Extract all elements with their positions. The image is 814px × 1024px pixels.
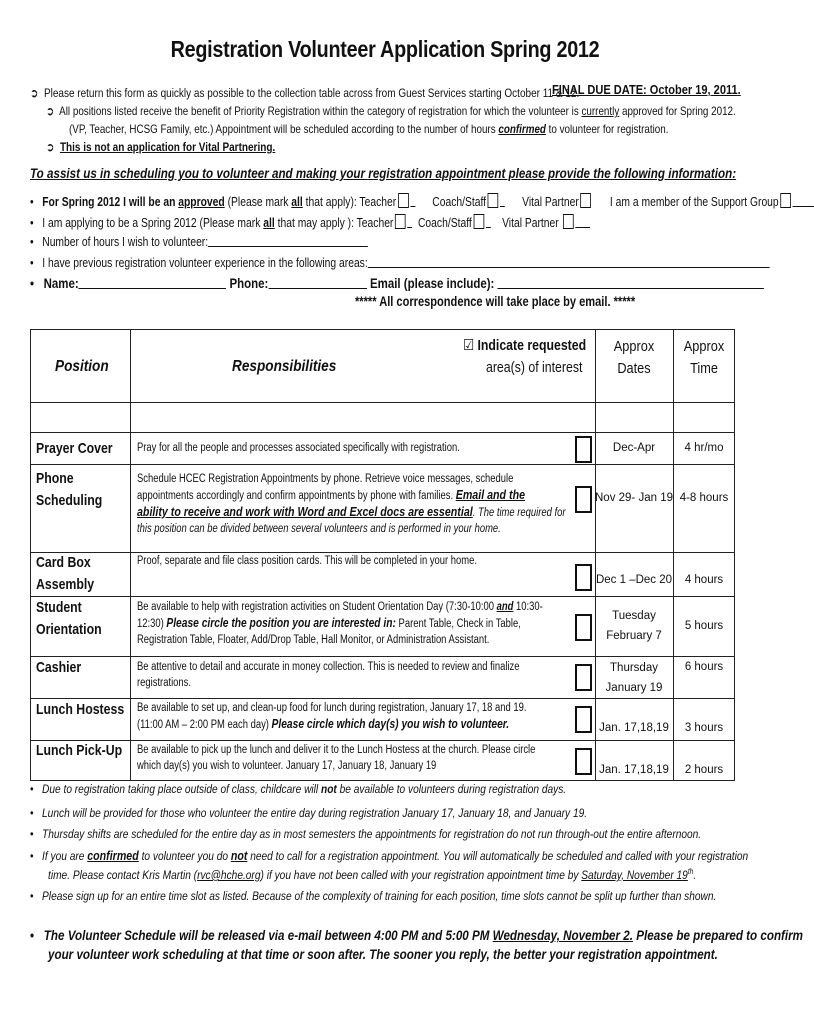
approx-time: 3 hours xyxy=(684,722,724,734)
approx-time: 4 hr/mo xyxy=(684,442,724,454)
vital-partner-approved-checkbox[interactable] xyxy=(580,193,591,208)
interest-checkbox[interactable] xyxy=(575,436,592,463)
contact-email-link[interactable]: rvc@hche.org xyxy=(197,868,261,883)
approx-dates: Dec-Apr xyxy=(612,442,656,454)
intro-line-2: ➲ All positions listed receive the benefit of Priority Registration within the category of registration for which the volunteer is currently approved for Spring 2012. xyxy=(46,104,736,118)
approx-dates: Nov 29- Jan 19 xyxy=(595,492,673,504)
interest-checkbox[interactable] xyxy=(575,486,592,513)
note-time-slot: • Please sign up for an entire time slot as listed. Because of the complexity of training for each position, time slots cannot be split up further than shown. xyxy=(30,889,717,903)
note-confirmed: • If you are confirmed to volunteer you do not need to call for a registration appointment. You will automatically be scheduled and called with your registration xyxy=(30,848,749,863)
position-name: Student Orientation xyxy=(36,599,102,638)
header-time: Approx Time xyxy=(683,338,725,377)
bullet-icon: • xyxy=(30,195,34,209)
support-group-checkbox[interactable] xyxy=(780,193,791,208)
header-indicate-2: area(s) of interest xyxy=(486,359,583,376)
note-lunch: • Lunch will be provided for those who volunteer the entire day during registration January 17, January 18, and January 19. xyxy=(30,806,588,820)
approx-dates: Jan. 17,18,19 xyxy=(599,764,669,776)
bullet-icon: • xyxy=(30,235,34,249)
responsibility-text: Be attentive to detail and accurate in money collection. This is needed to review and finalize registrations. xyxy=(137,661,520,689)
header-dates: Approx Dates xyxy=(613,338,655,377)
interest-checkbox[interactable] xyxy=(575,748,592,775)
bullet-icon: • xyxy=(30,275,35,291)
checked-box-icon: ☑ xyxy=(463,337,475,354)
approx-dates: Thursday January 19 xyxy=(605,662,663,694)
approx-time: 5 hours xyxy=(684,620,724,632)
bullet-icon: • xyxy=(30,806,34,820)
interest-checkbox[interactable] xyxy=(575,564,592,591)
header-indicate: ☑ Indicate requested xyxy=(463,337,587,354)
name-input[interactable] xyxy=(79,288,227,289)
approx-dates: Dec 1 –Dec 20 xyxy=(595,574,673,586)
approx-time: 4-8 hours xyxy=(679,492,729,504)
final-due-date: FINAL DUE DATE: October 19, 2011. xyxy=(552,82,741,97)
responsibility-text: Proof, separate and file class position cards. This will be completed in your home. xyxy=(137,555,478,567)
circled-arrow-icon: ➲ xyxy=(46,140,55,154)
interest-checkbox[interactable] xyxy=(575,664,592,691)
hours-line: • Number of hours I wish to volunteer: xyxy=(30,235,368,249)
position-name: Cashier xyxy=(36,659,82,676)
phone-input[interactable] xyxy=(268,288,366,289)
note-schedule-release: • The Volunteer Schedule will be released via e-mail between 4:00 PM and 5:00 PM Wednesday, November 2. Please be prepared to confirm xyxy=(30,928,804,944)
bullet-icon: • xyxy=(30,216,34,230)
bullet-icon: • xyxy=(30,256,34,270)
bullet-icon: • xyxy=(30,849,34,863)
intro-line-1: ➲ Please return this form as quickly as possible to the collection table across from Guest Services starting October 11 & 12. xyxy=(30,86,580,100)
position-name: Lunch Hostess xyxy=(36,701,125,718)
approx-dates: Jan. 17,18,19 xyxy=(599,722,669,734)
position-name: Phone Scheduling xyxy=(36,470,103,509)
coach-staff-approved-checkbox[interactable] xyxy=(488,193,499,208)
contact-line: • Name: Phone: Email (please include): xyxy=(30,275,764,291)
vital-partner-applying-checkbox[interactable] xyxy=(563,214,574,229)
teacher-applying-checkbox[interactable] xyxy=(395,214,406,229)
header-position: Position xyxy=(55,358,109,375)
bullet-icon: • xyxy=(30,889,34,903)
page-title: Registration Volunteer Application Spring 2012 xyxy=(170,36,600,62)
interest-checkbox[interactable] xyxy=(575,706,592,733)
note-thursday: • Thursday shifts are scheduled for the entire day as in most semesters the appointments for registration do not run through-out the entire afternoon. xyxy=(30,827,702,841)
note-schedule-release-2: your volunteer work scheduling at that time or soon after. The sooner you reply, the better your registration appointment. xyxy=(48,947,718,963)
bullet-icon: • xyxy=(30,928,35,944)
correspondence-note: ***** All correspondence will take place by email. ***** xyxy=(355,294,636,309)
responsibility-text: Schedule HCEC Registration Appointments by phone. Retrieve voice messages, schedule appointments accordingly and confirm appointments by phone with families. Email and the ability to receive and work with Word and Excel docs are essential. The time required for this position can be divided between several volunteers and is performed in your home. xyxy=(137,473,566,535)
bullet-icon: • xyxy=(30,827,34,841)
instructions: To assist us in scheduling you to volunteer and making your registration appointment please provide the following information: xyxy=(30,166,737,182)
applying-line: • I am applying to be a Spring 2012 (Please mark all that may apply ): Teacher Coach/Staff Vital Partner xyxy=(30,214,590,230)
approx-time: 2 hours xyxy=(684,764,724,776)
header-responsibilities: Responsibilities xyxy=(232,358,337,375)
approx-dates: Tuesday February 7 xyxy=(606,610,662,642)
position-name: Card Box Assembly xyxy=(36,554,95,593)
teacher-approved-checkbox[interactable] xyxy=(398,193,409,208)
interest-checkbox[interactable] xyxy=(575,614,592,641)
experience-input[interactable] xyxy=(368,267,770,268)
circled-arrow-icon: ➲ xyxy=(46,104,55,118)
note-childcare: • Due to registration taking place outside of class, childcare will not be available to volunteers during registration days. xyxy=(30,782,567,796)
bullet-icon: • xyxy=(30,782,34,796)
note-confirmed-2: time. Please contact Kris Martin (rvc@hche.org) if you have not been called with your registration appointment time by Saturday, November 19th. xyxy=(48,867,697,883)
intro-line-4: ➲ This is not an application for Vital Partnering. xyxy=(46,140,276,154)
intro-line-3: (VP, Teacher, HCSG Family, etc.) Appointment will be scheduled according to the number of hours confirmed to volunteer for registration. xyxy=(69,122,669,136)
approx-time: 4 hours xyxy=(684,574,724,586)
circled-arrow-icon: ➲ xyxy=(30,86,39,100)
approved-line: • For Spring 2012 I will be an approved (Please mark all that apply): Teacher Coach/Staff Vital Partner I am a member of the Support Group xyxy=(30,193,814,209)
responsibility-text: Be available to set up, and clean-up food for lunch during registration, January 17, 18 and 19. (11:00 AM – 2:00 PM each day) Please circle which day(s) you wish to volunteer. xyxy=(137,702,527,731)
coach-staff-applying-checkbox[interactable] xyxy=(473,214,484,229)
approx-time: 6 hours xyxy=(684,661,724,673)
responsibility-text: Be available to pick up the lunch and deliver it to the Lunch Hostess at the church. Please circle which day(s) you wish to volunteer. January 17, January 18, January 19 xyxy=(137,744,536,772)
experience-line: • I have previous registration volunteer experience in the following areas: xyxy=(30,256,770,270)
hours-input[interactable] xyxy=(208,246,368,247)
position-name: Prayer Cover xyxy=(36,440,113,457)
responsibility-text: Be available to help with registration activities on Student Orientation Day (7:30-10:00 and 10:30- 12:30) Please circle the position you are interested in: Parent Table, Check in Table, Registration Table, Floater, Add/Drop Table, Hall Monitor, or Administration Assistant. xyxy=(137,601,543,646)
email-input[interactable] xyxy=(498,288,764,289)
position-name: Lunch Pick-Up xyxy=(36,742,123,759)
responsibility-text: Pray for all the people and processes associated specifically with registration. xyxy=(137,442,460,454)
